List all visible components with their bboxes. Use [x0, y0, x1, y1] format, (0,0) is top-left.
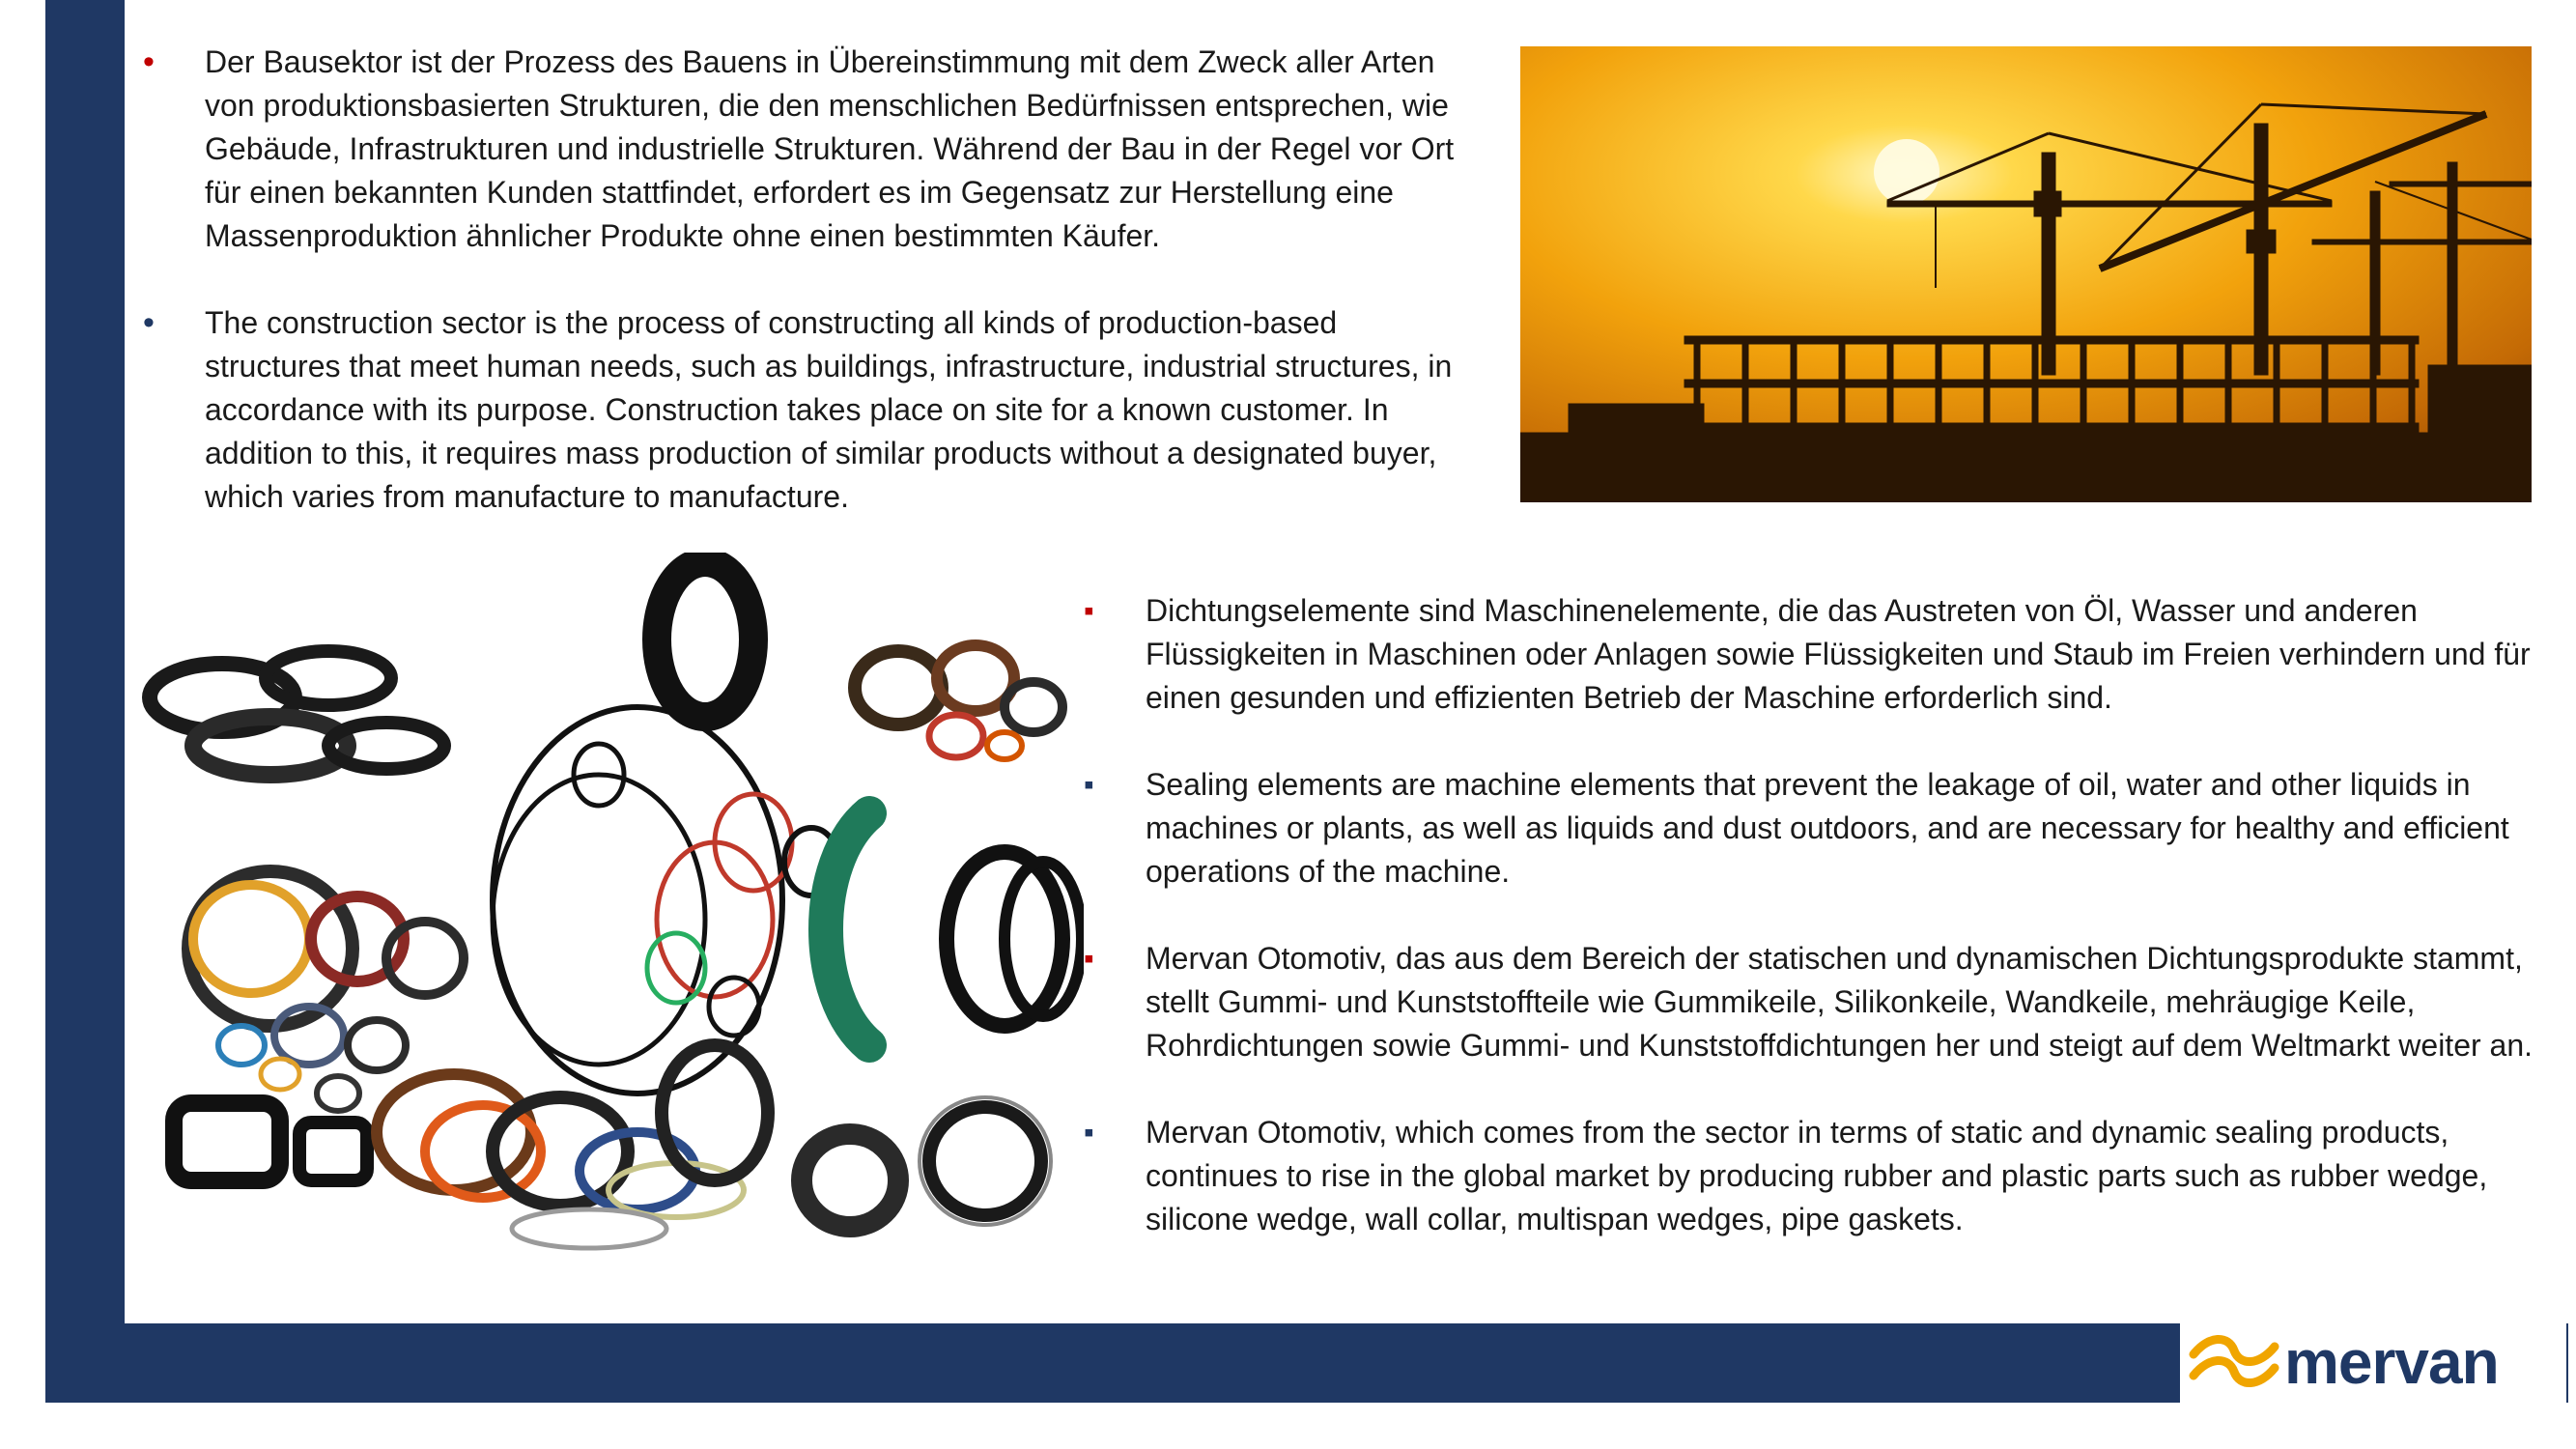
bullet-text-de: Mervan Otomotiv, das aus dem Bereich der statischen und dynamischen Dichtungsprodukte stammt, stellt Gummi- und Kunststoffteile wie Gummikeile, Silikonkeile, Wandkeile, mehräugige Keile, Rohrdichtungen sowie Gummi- und Kunststoffdichtungen her und steigt auf dem Weltmarkt weiter an.	[1146, 941, 2534, 1063]
bullet-item	[143, 41, 1476, 258]
bullet-item	[1084, 589, 2547, 720]
bullet-text-en: The construction sector is the process of constructing all kinds of production-based structures that meet human needs, such as buildings, infrastructure, industrial structures, in accordance with its purpose. Construction takes place on site for a known customer. In addition to this, it requires mass production of similar products without a designated buyer, which varies from manufacture to manufacture.	[205, 305, 1453, 514]
sealing-text-block	[1084, 589, 2547, 1241]
bullet-text-de: Dichtungselemente sind Maschinenelemente, die das Austreten von Öl, Wasser und anderen Flüssigkeiten in Maschinen oder Anlagen sowie Flüssigkeiten und Staub im Freien verhindern und für einen gesunden und effizienten Betrieb der Maschine erforderlich sind.	[1146, 593, 2531, 715]
bullet-marker: ▪	[1084, 1117, 1094, 1149]
logo-wordmark: mervan	[2284, 1327, 2499, 1397]
bullet-item	[143, 301, 1476, 519]
bullet-item	[1084, 763, 2547, 894]
bullet-marker: ▪	[1084, 595, 1094, 627]
construction-text-block	[143, 41, 1476, 553]
bullet-item	[1084, 937, 2547, 1067]
bullet-marker: ▪	[1084, 943, 1094, 975]
bullet-item	[1084, 1111, 2547, 1241]
frame-bottom-bar	[45, 1323, 2180, 1403]
construction-bullet-list	[143, 41, 1476, 519]
bullet-text-de: Der Bausektor ist der Prozess des Bauens in Übereinstimmung mit dem Zweck aller Arten von produktionsbasierten Strukturen, die den menschlichen Bedürfnissen entsprechen, wie Gebäude, Infrastrukturen und industrielle Strukturen. Während der Bau in der Regel vor Ort für einen bekannten Kunden stattfindet, erfordert es im Gegensatz zur Herstellung eine Massenproduktion ähnlicher Produkte ohne einen bestimmten Käufer.	[205, 44, 1455, 253]
bullet-text-en: Mervan Otomotiv, which comes from the sector in terms of static and dynamic sealing products, continues to rise in the global market by producing rubber and plastic parts such as rubber wedge, silicone wedge, wall collar, multispan wedges, pipe gaskets.	[1146, 1115, 2488, 1236]
wave-logo-icon	[2188, 1329, 2280, 1397]
sealing-bullet-list	[1084, 589, 2547, 1241]
bullet-marker: ▪	[1084, 769, 1094, 801]
bullet-marker: •	[143, 304, 155, 341]
mervan-logo	[2180, 1321, 2566, 1405]
frame-left-bar	[45, 0, 125, 1403]
bullet-text-en: Sealing elements are machine elements that prevent the leakage of oil, water and other liquids in machines or plants, as well as liquids and dust outdoors, and are necessary for healthy and efficient operations of the machine.	[1146, 767, 2509, 889]
bullet-marker: •	[143, 43, 155, 80]
construction-cranes-photo	[1520, 46, 2532, 502]
rubber-seals-photo	[135, 553, 1084, 1258]
